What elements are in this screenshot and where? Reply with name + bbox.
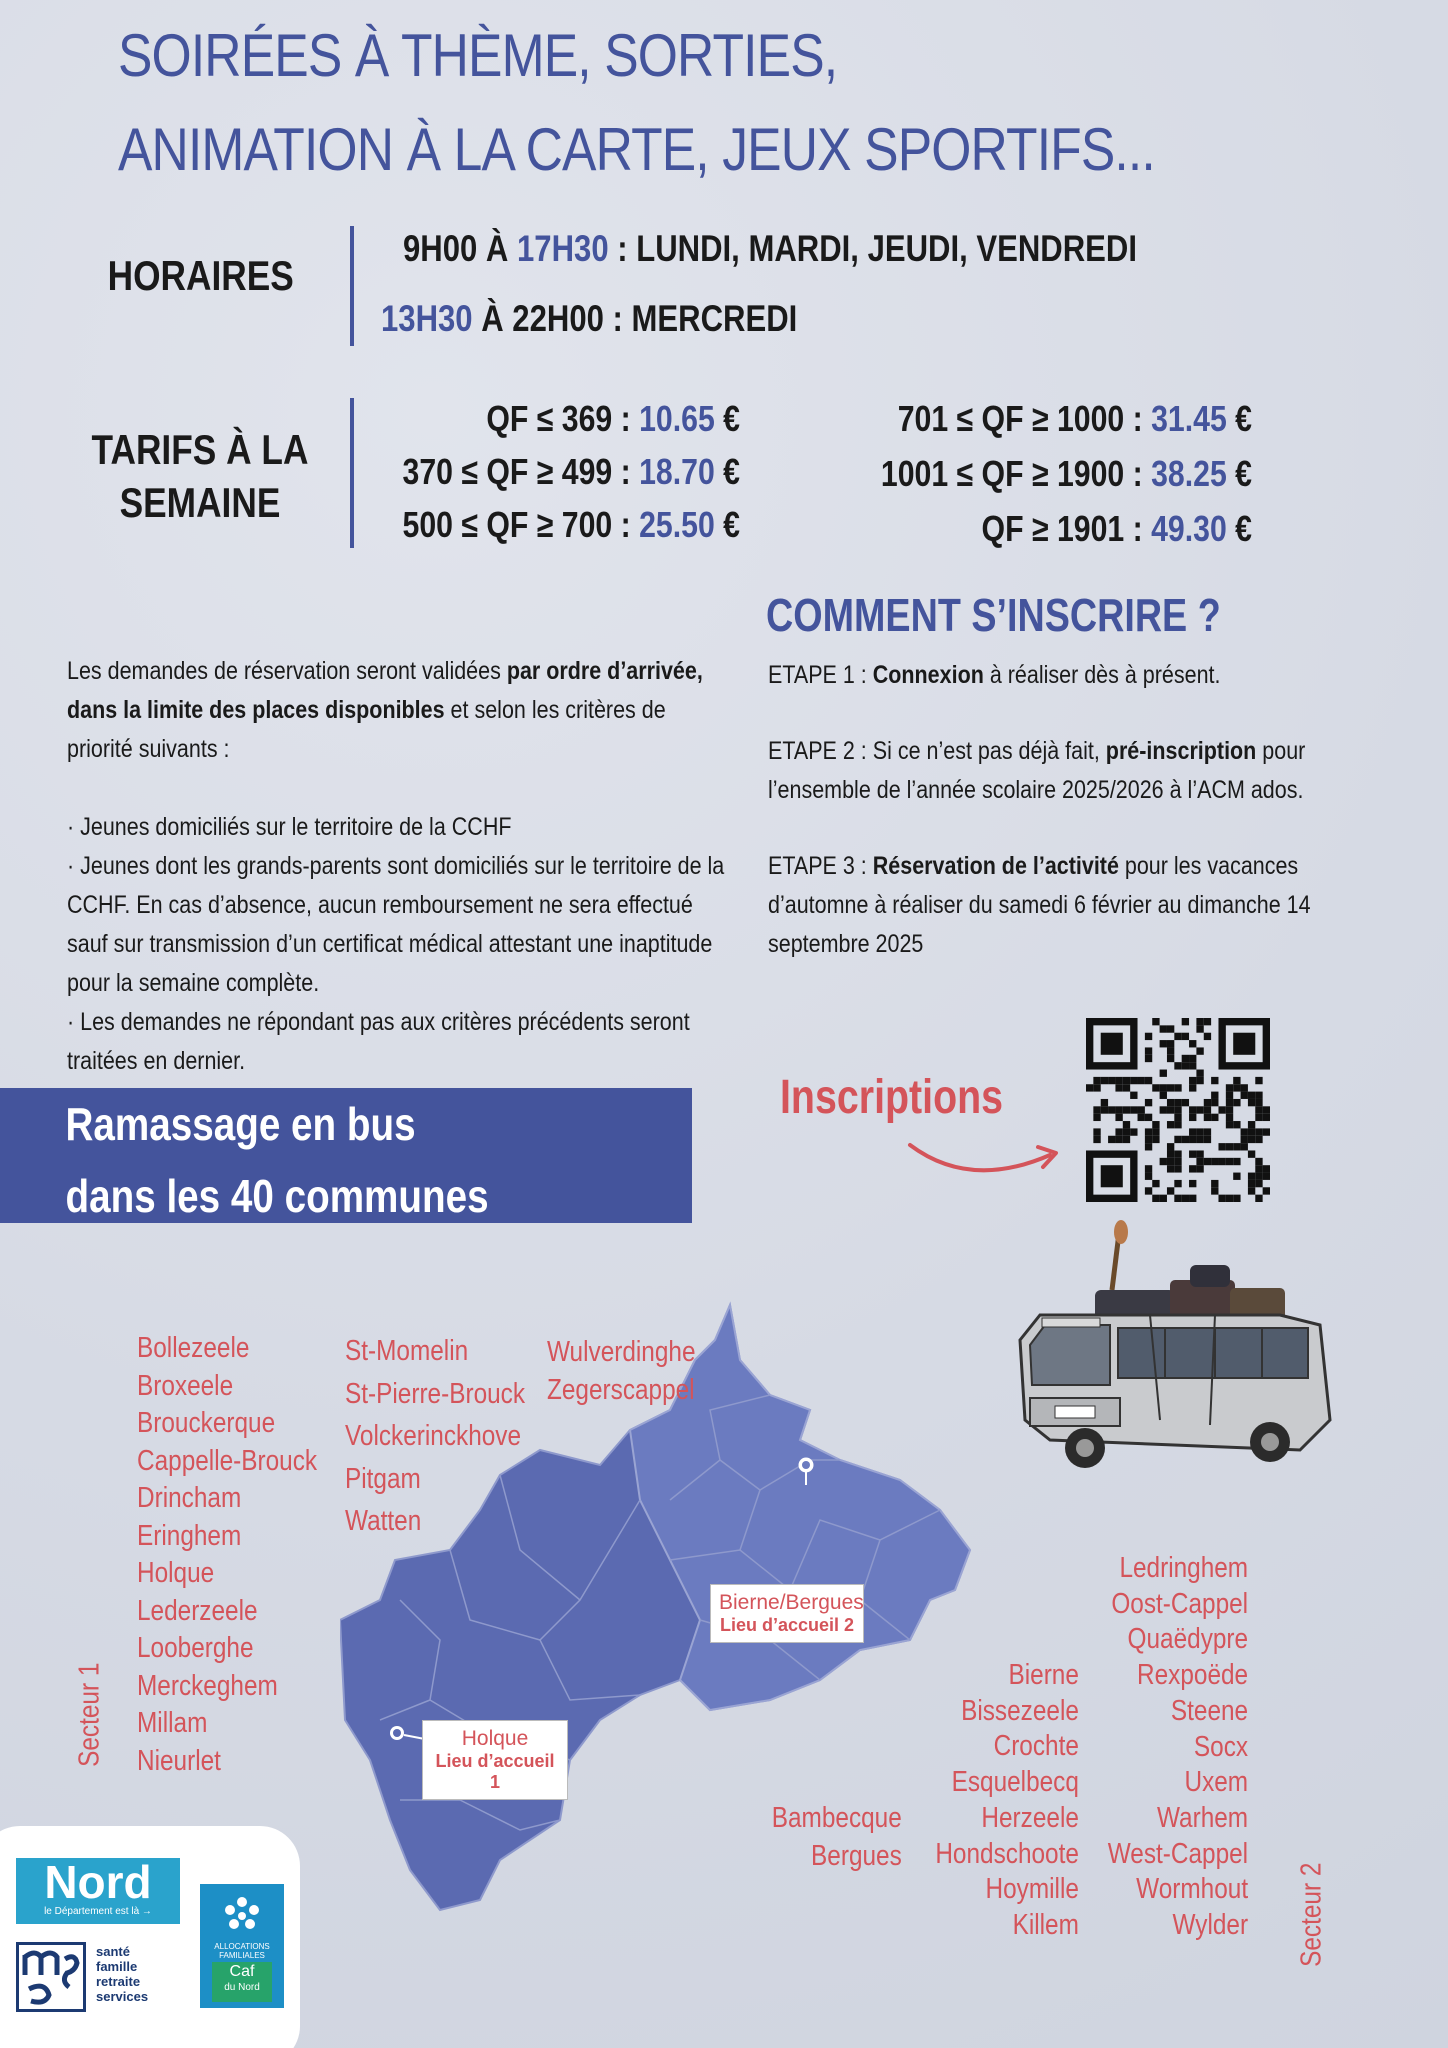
secteur1-col2	[345, 1330, 525, 1543]
bus-banner	[0, 1088, 692, 1223]
tarif-range: 370 ≤ QF ≥ 499 :	[402, 451, 640, 492]
horaires-row1-end: 17H30	[517, 228, 609, 269]
secteur1-col1	[137, 1330, 317, 1780]
step1-bold: Connexion	[872, 661, 984, 689]
tarif-unit: €	[1226, 453, 1252, 494]
msa-logo	[16, 1942, 86, 2012]
commune: Nieurlet	[137, 1744, 221, 1777]
commune: Volckerinckhove	[345, 1420, 522, 1452]
caf-top-text: ALLOCATIONS FAMILIALES	[214, 1942, 270, 1960]
headline-line-2: ANIMATION À LA CARTE, JEUX SPORTIFS...	[118, 116, 1155, 183]
commune: Eringhem	[137, 1519, 242, 1552]
tarif-range: 1001 ≤ QF ≥ 1900 :	[880, 453, 1152, 494]
commune: Bierne	[1008, 1659, 1079, 1691]
commune: Oost-Cappel	[1111, 1587, 1248, 1620]
tarif-price: 31.45	[1151, 398, 1227, 439]
step3-text: pour les vacances d’automne à réaliser du samedi 6 février au dimanche 14 septembre 2025	[768, 852, 1311, 958]
msa-logo-mark	[19, 1945, 83, 2009]
commune: Millam	[137, 1707, 208, 1739]
tarif-unit: €	[1226, 398, 1252, 439]
commune: Merckeghem	[137, 1669, 278, 1702]
tarifs-label-line-1: TARIFS À LA	[91, 426, 309, 473]
step-2	[768, 732, 1370, 810]
msa-line: retraite	[96, 1974, 141, 1989]
commune: Lederzeele	[137, 1594, 258, 1627]
commune: Quaëdypre	[1127, 1623, 1248, 1656]
criteria-item: · Jeunes domiciliés sur le territoire de la CCHF	[67, 813, 512, 841]
step-1	[768, 656, 1370, 695]
step3-prefix: ETAPE 3 :	[768, 852, 873, 880]
horaires-row1-days: : LUNDI, MARDI, JEUDI, VENDREDI	[608, 228, 1138, 269]
tarif-row	[872, 398, 1252, 453]
tarifs-label-line-2: SEMAINE	[119, 478, 281, 526]
secteur2-col-a	[772, 1800, 902, 1875]
horaires-row-2	[381, 298, 797, 340]
step1-text: à réaliser dès à présent.	[983, 661, 1221, 689]
secteur2-col-c	[1108, 1551, 1248, 1944]
tarif-range: 500 ≤ QF ≥ 700 :	[402, 504, 640, 545]
tarif-price: 25.50	[639, 504, 715, 545]
commune: Zegerscappel	[547, 1373, 695, 1406]
commune: Bambecque	[771, 1802, 902, 1834]
commune: Drincham	[137, 1482, 242, 1514]
commune: Watten	[345, 1505, 422, 1537]
commune: Wylder	[1172, 1909, 1248, 1942]
tarif-row	[370, 451, 740, 504]
commune: Bergues	[811, 1839, 902, 1872]
bus-banner-line-2: dans les 40 communes	[65, 1170, 489, 1222]
horaires-row-1	[403, 228, 1137, 270]
msa-text	[96, 1944, 148, 2004]
tarif-row	[370, 398, 740, 451]
commune: Hoymille	[985, 1873, 1079, 1906]
intro-text-bold: par ordre d’arrivée, dans la limite des places disponibles	[67, 657, 703, 724]
lieu2-town: Bierne/Bergues	[719, 1591, 864, 1614]
tarif-price: 38.25	[1151, 453, 1227, 494]
commune: Brouckerque	[137, 1407, 276, 1439]
logos-card	[0, 1826, 300, 2048]
commune: Herzeele	[981, 1801, 1079, 1834]
secteur1-label: Secteur 1	[73, 1662, 106, 1767]
commune: Wormhout	[1136, 1873, 1248, 1906]
qr-code[interactable]	[1086, 1018, 1270, 1202]
tarif-price: 49.30	[1151, 508, 1227, 549]
nord-logo-text: Nord	[44, 1856, 152, 1908]
commune: Esquelbecq	[951, 1766, 1079, 1799]
horaires-row2-days: : MERCREDI	[603, 298, 798, 339]
lieu2-label: Lieu d’accueil 2	[719, 1615, 855, 1635]
step2-bold: pré-inscription	[1105, 737, 1257, 765]
commune: St-Momelin	[345, 1335, 469, 1367]
tarif-unit: €	[1226, 508, 1252, 549]
commune: Uxem	[1184, 1766, 1248, 1799]
caf-name: Caf	[229, 1963, 255, 1980]
msa-line: services	[96, 1989, 149, 2004]
inscriptions-label: Inscriptions	[780, 1071, 1004, 1124]
commune: Bissezeele	[961, 1694, 1079, 1727]
commune: St-Pierre-Brouck	[345, 1377, 526, 1410]
msa-line: santé	[96, 1944, 130, 1959]
arrow-icon	[900, 1130, 1070, 1190]
commune: Rexpoëde	[1136, 1659, 1248, 1692]
tarifs-label	[91, 424, 309, 529]
lieu-accueil-1	[422, 1720, 568, 1800]
bus-illustration	[1000, 1220, 1360, 1500]
commune: Crochte	[993, 1730, 1079, 1763]
commune: Killem	[1012, 1908, 1079, 1941]
criteria-item: · Les demandes ne répondant pas aux critères précédents seront traitées en dernier.	[67, 1008, 690, 1075]
lieu1-town: Holque	[461, 1727, 529, 1750]
horaires-divider	[350, 226, 354, 346]
commune: Bollezeele	[137, 1332, 250, 1364]
horaires-row2-start: 13H30	[381, 298, 473, 339]
tarifs-left-column	[300, 398, 740, 557]
commune: Pitgam	[345, 1462, 421, 1495]
commune: Warhem	[1156, 1801, 1248, 1834]
bus-banner-line-1: Ramassage en bus	[65, 1098, 416, 1150]
secteur1-col3	[547, 1334, 696, 1409]
commune: West-Cappel	[1107, 1837, 1248, 1870]
step2-text: pour l’ensemble de l’année scolaire 2025/2026 à l’ACM ados.	[768, 737, 1306, 804]
commune: Ledringhem	[1119, 1552, 1248, 1584]
tarif-unit: €	[714, 398, 740, 439]
step2-prefix: ETAPE 2 : Si ce n’est pas déjà fait,	[768, 737, 1106, 765]
tarif-unit: €	[714, 451, 740, 492]
inscription-title: COMMENT S’INSCRIRE ?	[766, 589, 1221, 641]
nord-logo-tagline: le Département est là →	[44, 1906, 152, 1917]
tarifs-right-column	[800, 398, 1252, 563]
tarif-row	[370, 504, 740, 557]
tarif-range: QF ≥ 1901 :	[981, 508, 1152, 549]
msa-line: famille	[96, 1959, 138, 1974]
reservation-intro	[67, 652, 729, 769]
nord-logo	[16, 1858, 180, 1924]
commune: Broxeele	[137, 1369, 234, 1402]
horaires-row2-end: À 22H00	[472, 298, 604, 339]
commune: Cappelle-Brouck	[137, 1444, 318, 1477]
commune: Hondschoote	[935, 1837, 1079, 1870]
commune: Looberghe	[137, 1632, 254, 1664]
reservation-criteria	[67, 652, 729, 1081]
criteria-item: · Jeunes dont les grands-parents sont domiciliés sur le territoire de la CCHF. En cas d’absence, aucun remboursement ne sera effectué sauf sur transmission d’un certificat médical attestant une inaptitude pour la semaine complète.	[67, 852, 725, 997]
caf-sub: du Nord	[224, 1982, 260, 1993]
horaires-label: HORAIRES	[107, 252, 294, 299]
step-3	[768, 847, 1370, 964]
caf-emblem-icon	[218, 1892, 266, 1940]
commune: Steene	[1170, 1694, 1248, 1727]
horaires-row1-start: 9H00 À	[403, 228, 518, 269]
caf-logo	[200, 1884, 284, 2008]
tarif-price: 10.65	[639, 398, 715, 439]
caf-badge	[212, 1962, 272, 2002]
tarif-range: QF ≤ 369 :	[486, 398, 640, 439]
headline-line-1: SOIRÉES À THÈME, SORTIES,	[118, 22, 838, 89]
lieu1-label: Lieu d’accueil 1	[435, 1751, 555, 1792]
commune: Socx	[1193, 1730, 1248, 1763]
commune: Wulverdinghe	[547, 1336, 696, 1368]
commune: Holque	[137, 1557, 215, 1589]
step3-bold: Réservation de l’activité	[872, 852, 1119, 880]
tarif-price: 18.70	[639, 451, 715, 492]
intro-text-a: Les demandes de réservation seront validées	[67, 657, 507, 685]
secteur2-col-b	[935, 1658, 1079, 1944]
inscription-steps	[768, 656, 1370, 964]
tarif-row	[872, 508, 1252, 563]
lieu-accueil-2	[710, 1584, 864, 1643]
step1-prefix: ETAPE 1 :	[768, 661, 873, 689]
intro-text-c: et selon les critères de priorité suivants :	[67, 696, 666, 763]
tarif-row	[872, 453, 1252, 508]
tarif-unit: €	[714, 504, 740, 545]
tarif-range: 701 ≤ QF ≥ 1000 :	[897, 398, 1152, 439]
secteur2-label: Secteur 2	[1295, 1862, 1328, 1967]
